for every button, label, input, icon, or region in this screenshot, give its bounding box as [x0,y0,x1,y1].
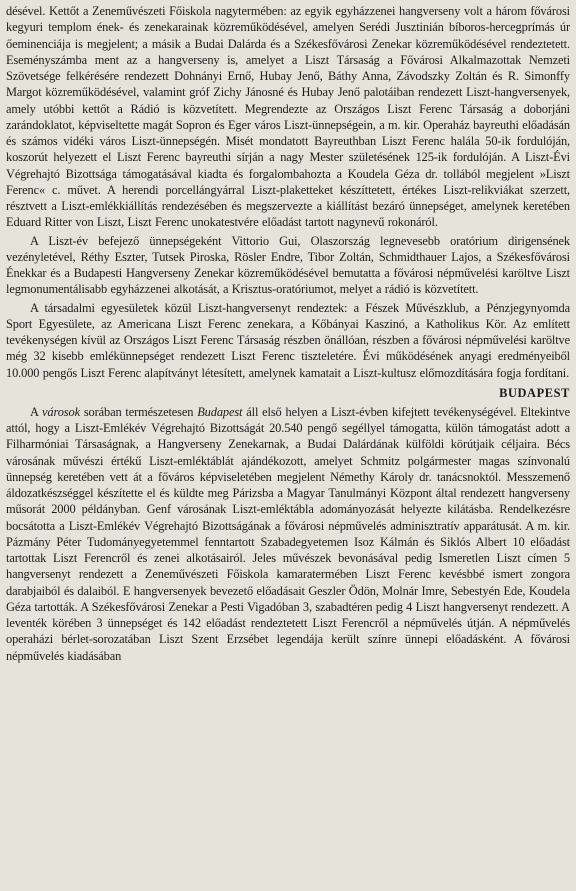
budapest-lead-2: sorában természetesen [79,404,198,419]
budapest-lead-1: A [30,404,43,419]
budapest-body: áll első helyen a Liszt-évben kifejtett tevékenységével. Eltekintve attól, hogy a Liszt-Emlékév Végrehajtó Bizottságát 20.540 pengő segéllyel támogatta, külön támogatást adott a Filharmóniai Társaságnak, a Hangverseny Zenekarnak, a Budai Dalárdának külföldi körútjaik céljaira. Bécs városának művészi értékű Liszt-emléktáblát ajándékozott, amelyet Schmitz polgármester magas színvonalú ünnepség keretében vett át a főváros képviseletében megjelent Némethy Károly dr. tanácsnoktól. Messzemenő áldozatkészséggel készítette el és küldte meg Párizsba a Magyar Tanulmányi Központ által rendezett hangverseny műsorát 2000 példányban. Genf városának Liszt-emléktábla adományozását helyezte kilátásba. Rendelkezésre bocsátotta a Liszt-Emlékév Végrehajtó Bizottságának a fővárosi népművelés adminisztratív apparátusát. A m. kir. Pázmány Péter Tudományegyetemmel fenntartott Szabadegyetemen Isoz Kálmán és Siklós Albert 10 előadást tartottak Liszt Ferencről és zenei alkotásairól. Jeles művészek bevonásával pedig Ismeretlen Liszt címen 5 hangversenyt rendezett a Zeneművészeti Főiskola kamaratermében Liszt Ferenc kevésbbé ismert zongora darabjaiból és dalaiból. E hangversenyek bevezető előadásait Geszler Ödön, Molnár Imre, Sebestyén Ede, Koudela Géza tartották. A Székesfővárosi Zenekar a Pesti Vigadóban 3, szabadtéren pedig 4 Liszt hangversenyt rendezett. A leventék körében 3 ünnepséget és 142 előadást rendeztetett Liszt Ferencről a népművelés útján. A népművelés operaházi bérlet-sorozatában Liszt Szent Erzsébet legendája került színre ünnepi előadásként. A fővárosi népművelés kiadásában [6,404,570,663]
budapest-italic-varosok: városok [42,404,80,419]
paragraph-liszt-ev-befejezo: A Liszt-év befejező ünnepségeként Vittorio Gui, Olaszország legnevesebb oratórium dirigensének vezényletével, Réthy Eszter, Tutsek Piroska, Rösler Endre, Tibor Zoltán, Schmidthauer Lajos, a Székesfővárosi Énekkar és a Budapesti Hangverseny Zenekar közreműködésével bemutatta a fővárosi népművelési karöltve Liszt legmonumentálisabb egyházzenei alkotását, a Krisztus-oratóriumot, melyet a rádió is közvetített. [6,233,570,297]
section-heading-budapest: BUDAPEST [499,385,570,400]
paragraph-zenemuveszeti: désével. Kettőt a Zeneművészeti Főiskola nagytermében: az egyik egyházzenei hangverseny volt a három fővárosi kegyuri templom ének- és zenekarainak közreműködésével, amelyen Serédi Jusztinián bíboros-hercegprímás úr őeminenciája is megjelent; a másik a Budai Dalárda és a Székesfővárosi Zenekar közreműködésével rendeztetett. Eseményszámba ment az a hangverseny is, amelyet a Liszt Társaság a Fővárosi Alkalmazottak Nemzeti Szövetsége felkérésére rendezett Dohnányi Ernő, Hubay Jenő, Báthy Anna, Závodszky Zoltán és R. Simonffy Margot közreműködésével, valamint gróf Zichy Jánosné és Hubay Jenő palotáiban rendezett Liszt-hangversenyek, amely utóbbi kettőt a Rádió is közvetített. Megrendezte az Országos Liszt Ferenc Társaság a doborjáni zarándoklatot, képviseltette magát Sopron és Eger város Liszt-ünnepségein, a m. kir. Operaház bayreuthi előadásán és számos vidéki város Liszt-ünnepségén. Misét mondatott Bayreuthban Liszt Ferenc halála 50-ik fordulóján, koszorút helyezett el Liszt Ferenc bayreuthi sírján a nagy Mester születésének 125-ik fordulóján. A Liszt-Évi Végrehajtó Bizottsága támogatásával kiadta és forgalombahozta a Koudela Géza dr. tollából megjelent »Liszt Ferenc« c. művet. A herendi porcellángyárral Liszt-plaketteket készíttetett, értékes Liszt-relikviákat szerzett, résztvett a Liszt-emlékkiállítás rendezésében és megszervezte a kiállítást bezáró ünnepséget, amelynek keretében Eduard Ritter von Liszt, Liszt Ferenc unokatestvére előadást tartott nagynevű rokonáról. [6,4,570,230]
paragraph-tarsadalmi-egyesuletek: A társadalmi egyesületek közül Liszt-hangversenyt rendeztek: a Fészek Művészklub, a Pénzjegynyomda Sport Egyesülete, az Americana Liszt Ferenc zenekara, a Kőbányai Kaszinó, a Katholikus Kör. Az említett tevékenységen kívül az Országos Liszt Ferenc Társaság részben önállóan, részben a fővárosi népművelési karöltve még 32 kisebb emlékünnepséget rendezett Liszt Ferenc tiszteletére. Évi működésének anyagi eredményeiből 10.000 pengős Liszt Ferenc alapítványt létesített, amelynek kamatait a Liszt-kultusz előmozdítására fogja fordítani. [6,300,570,380]
budapest-italic-budapest: Budapest [197,404,243,419]
paragraph-budapest [6,404,570,664]
